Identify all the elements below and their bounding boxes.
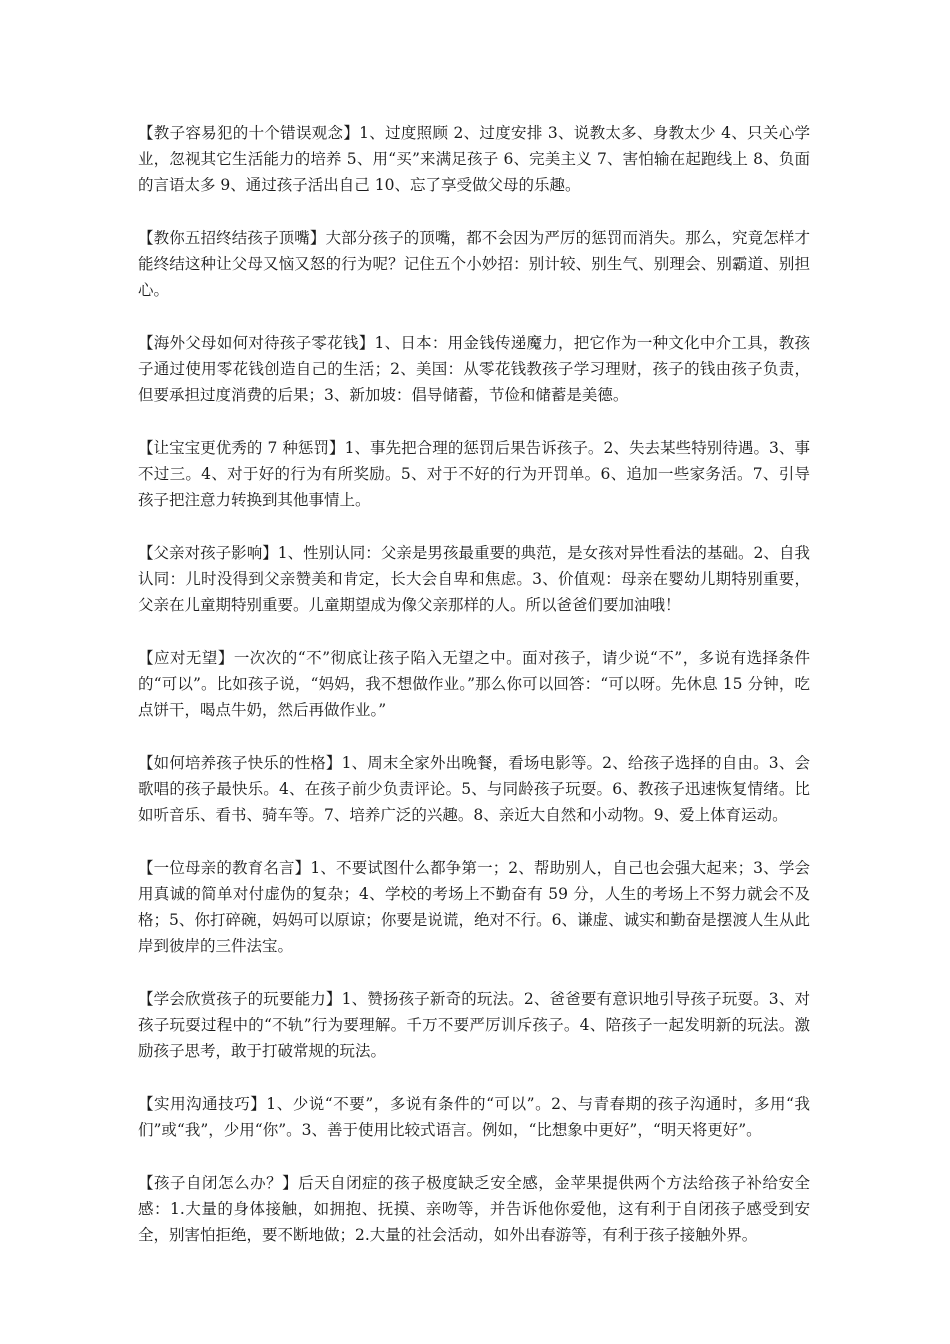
- paragraph-autism: 【孩子自闭怎么办？】后天自闭症的孩子极度缺乏安全感，金苹果提供两个方法给孩子补给安全感：1.大量的身体接触，如拥抱、抚摸、亲吻等，并告诉他你爱他，这有利于自闭孩子感受到安全，别害怕拒绝，要不断地做；2.大量的社会活动，如外出春游等，有利于孩子接触外界。: [138, 1174, 810, 1244]
- paragraph-talking-back: 【教你五招终结孩子顶嘴】大部分孩子的顶嘴，都不会因为严厉的惩罚而消失。那么，究竟怎样才能终结这种让父母又恼又怒的行为呢？记住五个小妙招：别计较、别生气、别理会、别霸道、别担心。: [138, 229, 810, 299]
- paragraph-hopelessness: 【应对无望】一次次的“不”彻底让孩子陷入无望之中。面对孩子，请少说“不”，多说有选择条件的“可以”。比如孩子说，“妈妈，我不想做作业。”那么你可以回答：“可以呀。先休息 15 分钟，吃点饼干，喝点牛奶，然后再做作业。”: [138, 649, 810, 719]
- paragraph-pocket-money: 【海外父母如何对待孩子零花钱】1、日本：用金钱传递魔力，把它作为一种文化中介工具，教孩子通过使用零花钱创造自己的生活；2、美国：从零花钱教孩子学习理财，孩子的钱由孩子负责，但要承担过度消费的后果；3、新加坡：倡导储蓄，节俭和储蓄是美德。: [138, 334, 810, 404]
- paragraph-communication-tips: 【实用沟通技巧】1、少说“不要”，多说有条件的“可以”。2、与青春期的孩子沟通时，多用“我们”或“我”，少用“你”。3、善于使用比较式语言。例如，“比想象中更好”，“明天将更好”。: [138, 1095, 810, 1139]
- document-body: [138, 120, 810, 1275]
- paragraph-happy-personality: 【如何培养孩子快乐的性格】1、周末全家外出晚餐，看场电影等。2、给孩子选择的自由。3、会歌唱的孩子最快乐。4、在孩子前少负责评论。5、与同龄孩子玩耍。6、教孩子迅速恢复情绪。比如听音乐、看书、骑车等。7、培养广泛的兴趣。8、亲近大自然和小动物。9、爱上体育运动。: [138, 754, 810, 824]
- paragraph-mother-quotes: 【一位母亲的教育名言】1、不要试图什么都争第一；2、帮助别人，自己也会强大起来；3、学会用真诚的简单对付虚伪的复杂；4、学校的考场上不勤奋有 59 分，人生的考场上不努力就会不及格；5、你打碎碗，妈妈可以原谅；你要是说谎，绝对不行。6、谦虚、诚实和勤奋是摆渡人生从此岸到彼岸的三件法宝。: [138, 859, 810, 955]
- paragraph-play-ability: 【学会欣赏孩子的玩要能力】1、赞扬孩子新奇的玩法。2、爸爸要有意识地引导孩子玩耍。3、对孩子玩耍过程中的“不轨”行为要理解。千万不要严厉训斥孩子。4、陪孩子一起发明新的玩法。激励孩子思考，敢于打破常规的玩法。: [138, 990, 810, 1060]
- paragraph-father-influence: 【父亲对孩子影响】1、性别认同：父亲是男孩最重要的典范，是女孩对异性看法的基础。2、自我认同：儿时没得到父亲赞美和肯定，长大会自卑和焦虑。3、价值观：母亲在婴幼儿期特别重要，父亲在儿童期特别重要。儿童期望成为像父亲那样的人。所以爸爸们要加油哦！: [138, 544, 810, 614]
- paragraph-seven-punishments: 【让宝宝更优秀的 7 种惩罚】1、事先把合理的惩罚后果告诉孩子。2、失去某些特别待遇。3、事不过三。4、对于好的行为有所奖励。5、对于不好的行为开罚单。6、追加一些家务活。7、引导孩子把注意力转换到其他事情上。: [138, 439, 810, 509]
- paragraph-teaching-mistakes: 【教子容易犯的十个错误观念】1、过度照顾 2、过度安排 3、说教太多、身教太少 4、只关心学业，忽视其它生活能力的培养 5、用“买”来满足孩子 6、完美主义 7、害怕输在起跑线上 8、负面的言语太多 9、通过孩子活出自己 10、忘了享受做父母的乐趣。: [138, 124, 810, 194]
